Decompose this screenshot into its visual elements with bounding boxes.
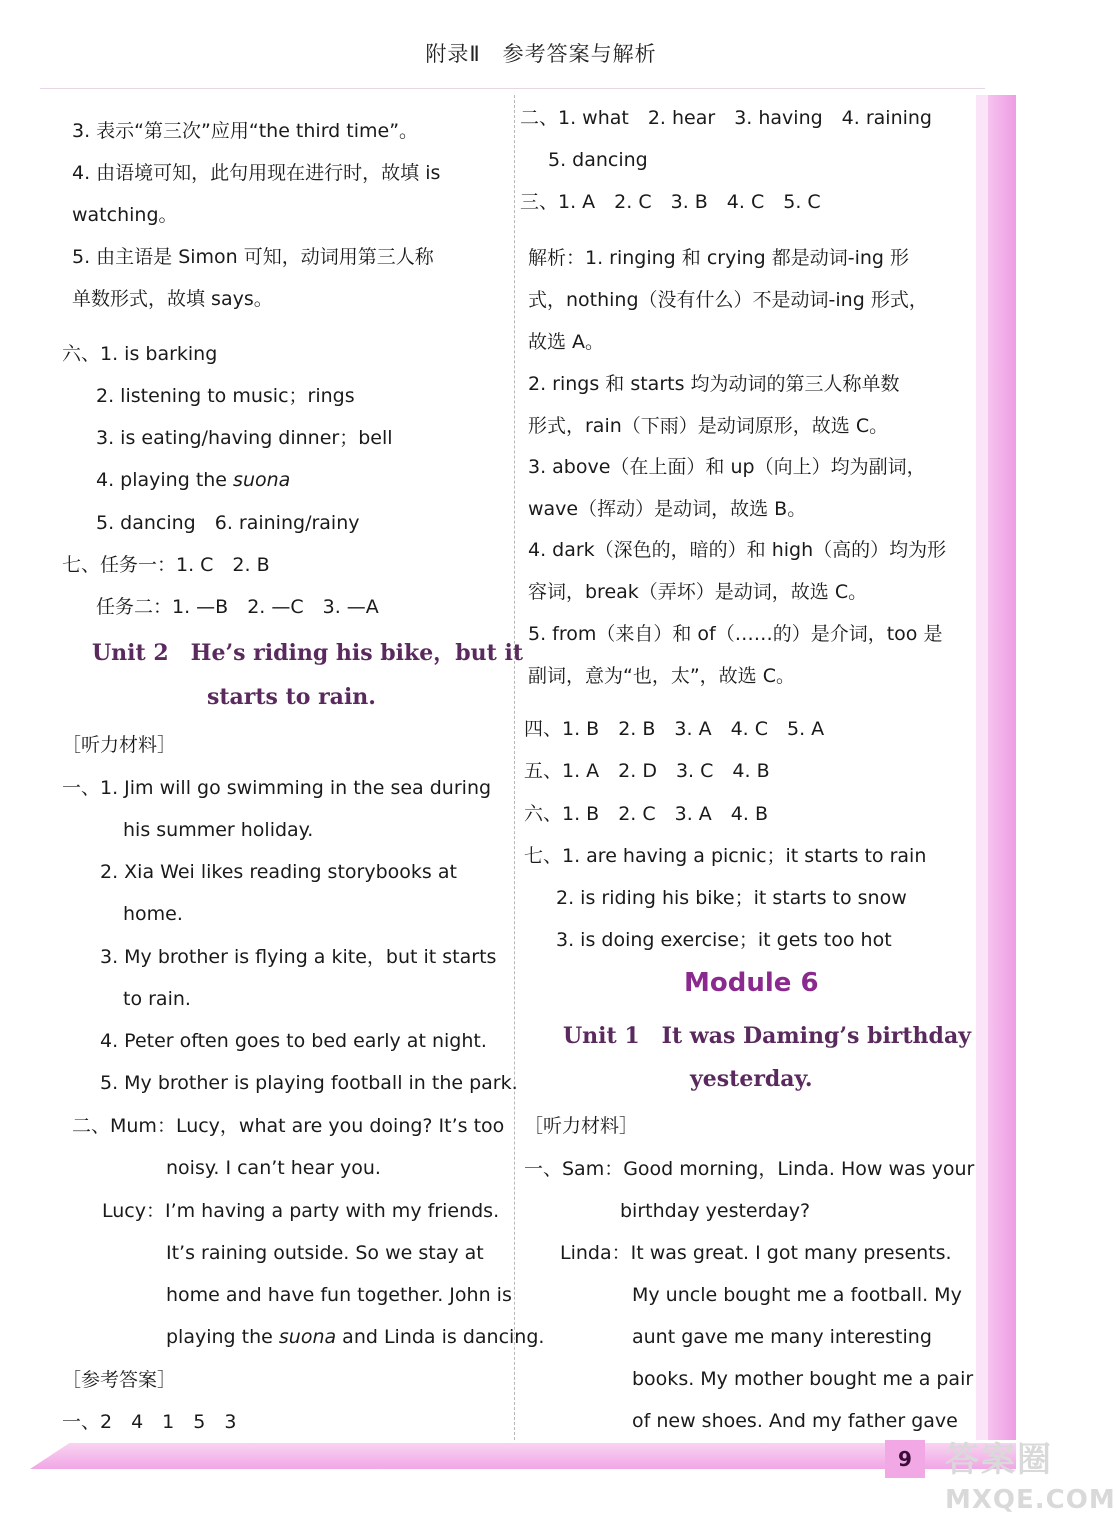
listening-s4: 4. Peter often goes to bed early at night. (100, 1030, 487, 1052)
listening-s2-a: 2. Xia Wei likes reading storybooks at (100, 861, 457, 883)
reference-answer-label: ［参考答案］ (62, 1369, 177, 1391)
right-sec4: 四、1. B 2. B 3. A 4. C 5. A (524, 718, 825, 740)
reference-answer-1: 一、2 4 1 5 3 (62, 1411, 237, 1433)
analysis-2b: 形式，rain（下雨）是动词原形，故选 C。 (528, 415, 889, 437)
dialogue-mum-a: 二、Mum：Lucy，what are you doing? It’s too (72, 1115, 505, 1137)
right-dialogue-linda-e: of new shoes. And my father gave (632, 1410, 958, 1432)
right-listening-label: ［听力材料］ (524, 1115, 639, 1137)
analysis-1b: 式，nothing（没有什么）不是动词-ing 形式， (528, 289, 928, 311)
dialogue-lucy-d-1: playing the (166, 1326, 279, 1348)
section-6-q4-text: 4. playing the (96, 469, 234, 491)
analysis-4a: 4. dark（深色的，暗的）和 high（高的）均为形 (528, 539, 947, 561)
right-sec6: 六、1. B 2. C 3. A 4. B (524, 803, 769, 825)
watermark-top: 答案圈 (945, 1440, 1053, 1480)
analysis-1a: 解析：1. ringing 和 crying 都是动词-ing 形 (528, 247, 910, 269)
section-6-q4 (96, 467, 290, 493)
right-sec7-3: 3. is doing exercise；it gets too hot (556, 929, 892, 951)
right-decor-band-inner (976, 95, 988, 1440)
dialogue-lucy-a: Lucy：I’m having a party with my friends. (102, 1200, 500, 1222)
right-sec5: 五、1. A 2. D 3. C 4. B (524, 760, 770, 782)
right-sec2-a: 二、1. what 2. hear 3. having 4. raining (520, 107, 932, 129)
analysis-1c: 故选 A。 (528, 331, 605, 353)
module-title: Module 6 (684, 968, 819, 998)
right-dialogue-linda-c: aunt gave me many interesting (632, 1326, 932, 1348)
unit2-title-line1: Unit 2 He’s riding his bike，but it (92, 640, 523, 666)
dialogue-mum-b: noisy. I can’t hear you. (166, 1157, 381, 1179)
right-decor-band (988, 95, 1016, 1440)
analysis-3a: 3. above（在上面）和 up（向上）均为副词， (528, 456, 926, 478)
section-6-q4-italic: suona (233, 469, 291, 491)
listening-s3-a: 3. My brother is flying a kite，but it starts (100, 946, 497, 968)
section-7-task1: 七、任务一：1. C 2. B (62, 554, 270, 576)
right-dialogue-sam-a: 一、Sam：Good morning，Linda. How was your (524, 1158, 975, 1180)
watermark-logo (945, 1440, 1116, 1530)
listening-s3-b: to rain. (123, 988, 191, 1010)
analysis-5a: 5. from（来自）和 of（……的）是介词，too 是 (528, 623, 943, 645)
section-6-q1: 六、1. is barking (62, 343, 218, 365)
right-sec3: 三、1. A 2. C 3. B 4. C 5. C (520, 191, 821, 213)
watermark-bottom: MXQE.COM (945, 1485, 1116, 1515)
header-rule (40, 88, 985, 89)
left-line-2: 4. 由语境可知，此句用现在进行时，故填 is (72, 162, 441, 184)
right-dialogue-sam-b: birthday yesterday? (620, 1200, 811, 1222)
dialogue-lucy-c: home and have fun together. John is (166, 1284, 512, 1306)
dialogue-lucy-d (166, 1324, 544, 1350)
section-6-q3: 3. is eating/having dinner；bell (96, 427, 393, 449)
right-dialogue-linda-b: My uncle bought me a football. My (632, 1284, 962, 1306)
unit1-title-line2: yesterday. (690, 1066, 813, 1092)
unit1-title-line1: Unit 1 It was Daming’s birthday (563, 1023, 971, 1049)
right-sec2-b: 5. dancing (548, 149, 648, 171)
unit2-title-line2: starts to rain. (207, 684, 376, 710)
right-sec7-1: 七、1. are having a picnic；it starts to rain (524, 845, 927, 867)
analysis-4b: 容词，break（弄坏）是动词，故选 C。 (528, 581, 868, 603)
dialogue-lucy-d-italic: suona (278, 1326, 337, 1348)
listening-material-label: ［听力材料］ (62, 734, 177, 756)
analysis-2a: 2. rings 和 starts 均为动词的第三人称单数 (528, 373, 900, 395)
column-divider (514, 95, 515, 1440)
listening-s1-a: 一、1. Jim will go swimming in the sea during (62, 777, 492, 799)
dialogue-lucy-d-2: and Linda is dancing. (336, 1326, 545, 1348)
section-7-task2: 任务二：1. —B 2. —C 3. —A (96, 596, 379, 618)
left-line-5: 单数形式，故填 says。 (72, 288, 273, 310)
listening-s5: 5. My brother is playing football in the park. (100, 1072, 518, 1094)
left-line-1: 3. 表示“第三次”应用“the third time”。 (72, 120, 419, 142)
right-sec7-2: 2. is riding his bike；it starts to snow (556, 887, 907, 909)
right-dialogue-linda-d: books. My mother bought me a pair (632, 1368, 974, 1390)
page-number: 9 (885, 1440, 925, 1478)
bottom-decor-band (30, 1443, 1016, 1469)
listening-s2-b: home. (123, 903, 183, 925)
dialogue-lucy-b: It’s raining outside. So we stay at (166, 1242, 484, 1264)
listening-s1-b: his summer holiday. (123, 819, 314, 841)
section-6-q2: 2. listening to music；rings (96, 385, 355, 407)
left-line-4: 5. 由主语是 Simon 可知，动词用第三人称 (72, 246, 434, 268)
right-dialogue-linda-a: Linda：It was great. I got many presents. (560, 1242, 952, 1264)
section-6-q5: 5. dancing 6. raining/rainy (96, 512, 360, 534)
left-line-3: watching。 (72, 204, 178, 226)
analysis-5b: 副词，意为“也，太”，故选 C。 (528, 665, 795, 687)
page-header: 附录Ⅱ 参考答案与解析 (425, 42, 657, 66)
analysis-3b: wave（挥动）是动词，故选 B。 (528, 498, 807, 520)
